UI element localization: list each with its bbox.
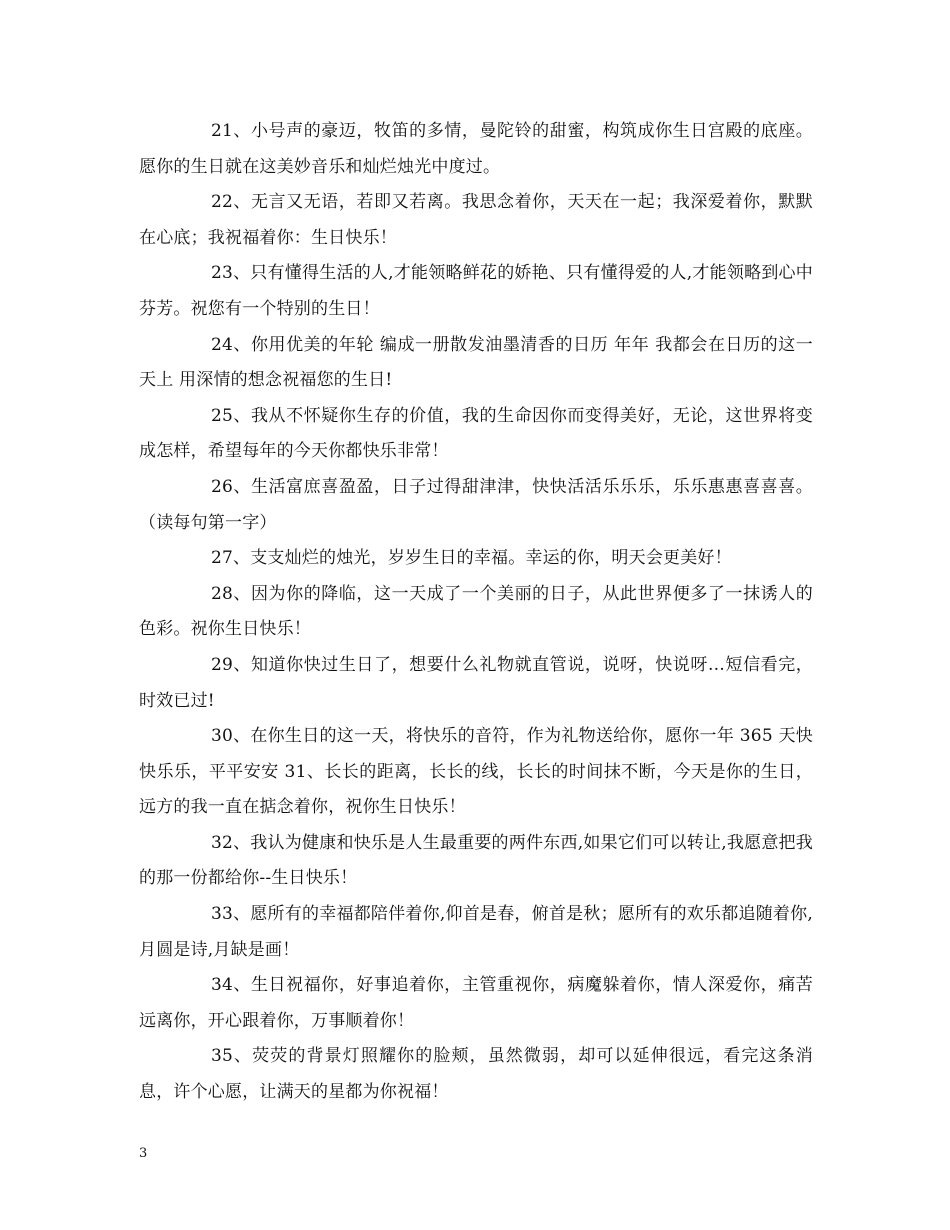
paragraph-30: 30、在你生日的这一天，将快乐的音符，作为礼物送给你，愿你一年 365 天快快乐乐，平平安安 31、长长的距离，长长的线，长长的时间抹不断，今天是你的生日，远方的我一直在掂念着你，祝你生日快乐！ (139, 726, 813, 818)
paragraph-24: 24、你用优美的年轮 编成一册散发油墨清香的日历 年年 我都会在日历的这一天上 用深情的想念祝福您的生日! (139, 334, 813, 391)
paragraph-26: 26、生活富庶喜盈盈，日子过得甜津津，快快活活乐乐乐，乐乐惠惠喜喜喜。（读每句第一字） (139, 476, 813, 533)
paragraph-29: 29、知道你快过生日了，想要什么礼物就直管说，说呀，快说呀…短信看完，时效已过! (139, 654, 813, 711)
paragraph-22: 22、无言又无语，若即又若离。我思念着你，天天在一起；我深爱着你，默默在心底；我祝福着你：生日快乐！ (139, 192, 813, 248)
paragraph-25: 25、我从不怀疑你生存的价值，我的生命因你而变得美好，无论，这世界将变成怎样，希望每年的今天你都快乐非常！ (139, 405, 813, 462)
document-body (139, 114, 813, 1111)
page-number: 3 (139, 1146, 148, 1161)
paragraph-34: 34、生日祝福你，好事追着你，主管重视你，病魔躲着你，情人深爱你，痛苦远离你，开心跟着你，万事顺着你！ (139, 975, 813, 1031)
paragraph-28: 28、因为你的降临，这一天成了一个美丽的日子，从此世界便多了一抹诱人的色彩。祝你生日快乐！ (139, 583, 813, 640)
paragraph-33: 33、愿所有的幸福都陪伴着你,仰首是春，俯首是秋；愿所有的欢乐都追随着你,月圆是诗,月缺是画！ (139, 904, 813, 960)
paragraph-23: 23、只有懂得生活的人,才能领略鲜花的娇艳、只有懂得爱的人,才能领略到心中芬芳。祝您有一个特别的生日！ (139, 263, 813, 319)
paragraph-32: 32、我认为健康和快乐是人生最重要的两件东西,如果它们可以转让,我愿意把我的那一份都给你--生日快乐！ (139, 832, 813, 889)
paragraph-27: 27、支支灿烂的烛光，岁岁生日的幸福。幸运的你，明天会更美好！ (211, 548, 732, 569)
paragraph-35: 35、荧荧的背景灯照耀你的脸颊，虽然微弱，却可以延伸很远，看完这条消息，许个心愿，让满天的星都为你祝福！ (139, 1046, 813, 1103)
paragraph-21: 21、小号声的豪迈，牧笛的多情，曼陀铃的甜蜜，构筑成你生日宫殿的底座。愿你的生日就在这美妙音乐和灿烂烛光中度过。 (139, 121, 813, 177)
